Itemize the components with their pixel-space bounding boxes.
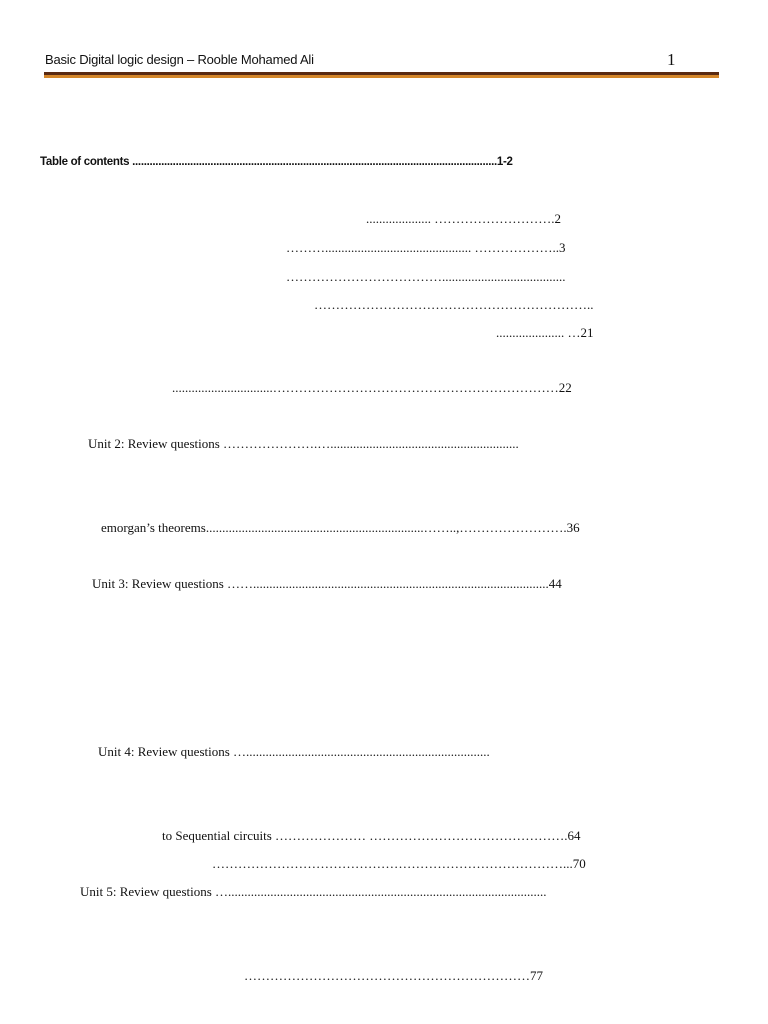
- header-rule-orange: [44, 75, 719, 78]
- toc-line: Unit 5: Review questions …..................................................................................................: [80, 884, 547, 899]
- toc-line: ………………………………………………………..: [314, 297, 594, 312]
- toc-line: emorgan’s theorems...................................................................……..,…………………….36: [101, 520, 580, 535]
- toc-line: ………………………………......................................: [286, 269, 566, 284]
- page-number: 1: [667, 50, 676, 69]
- toc-heading: Table of contents ..............................................................................................................................1-2: [40, 156, 513, 168]
- page-header-title: Basic Digital logic design – Rooble Mohamed Ali: [45, 52, 314, 67]
- toc-line: ………............................................. ………………..3: [286, 240, 566, 255]
- toc-line: Unit 3: Review questions ……...........................................................................................44: [92, 576, 562, 591]
- toc-line: …………………………………………………………77: [244, 968, 543, 983]
- toc-line: ...............................…………………………………………………………22: [172, 380, 572, 395]
- toc-line: Unit 2: Review questions ………………….…..........................................................: [88, 436, 519, 451]
- toc-line: ..................... …21: [496, 325, 594, 340]
- toc-line: to Sequential circuits ………………… ……………………………………….64: [162, 828, 581, 843]
- toc-line: ………………………………………………………………………...70: [212, 856, 586, 871]
- toc-line: Unit 4: Review questions …...........................................................................: [98, 744, 490, 759]
- toc-line: .................... ……………………….2: [366, 211, 561, 226]
